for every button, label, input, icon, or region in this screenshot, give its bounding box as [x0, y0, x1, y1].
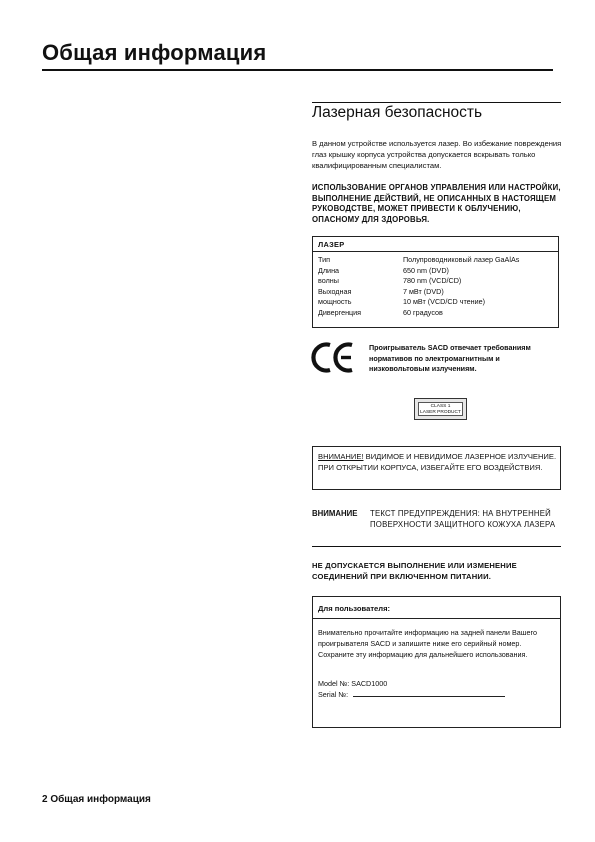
page-title: Общая информация: [42, 40, 267, 65]
laser-spec-key: мощность: [318, 297, 352, 306]
laser-spec-key: волны: [318, 276, 339, 285]
laser-spec-row: [318, 287, 558, 297]
laser-spec-key: Дивергенция: [318, 308, 362, 317]
section-rule: [312, 102, 561, 103]
page-footer: 2 Общая информация: [42, 794, 151, 805]
radiation-warning-label: ВНИМАНИЕ!: [318, 452, 364, 461]
laser-box-separator: [313, 251, 558, 252]
user-box-separator: [313, 618, 560, 619]
laser-warning-caps: ИСПОЛЬЗОВАНИЕ ОРГАНОВ УПРАВЛЕНИЯ ИЛИ НАСТРОЙКИ, ВЫПОЛНЕНИЕ ДЕЙСТВИЙ, НЕ ОПИСАННЫХ В НАСТОЯЩЕМ РУКОВОДСТВЕ, МОЖЕТ ПРИВЕСТИ К ОБЛУЧЕНИЮ, ОПАСНОМУ ДЛЯ ЗДОРОВЬЯ.: [312, 183, 561, 225]
class-label-line1: CLASS 1: [430, 404, 451, 409]
model-number: Model №: SACD1000: [318, 679, 388, 688]
laser-spec-row: [318, 297, 558, 307]
class1-laser-label: [414, 398, 467, 420]
section-divider: [312, 546, 561, 547]
laser-spec-value: 650 nm (DVD): [403, 266, 449, 275]
laser-spec-box: [312, 236, 559, 328]
laser-spec-key: Тип: [318, 255, 330, 264]
serial-number-line: [353, 690, 505, 697]
user-box-heading: Для пользователя:: [318, 604, 391, 613]
laser-spec-value: 60 градусов: [403, 308, 443, 317]
radiation-warning-body: ВИДИМОЕ И НЕВИДИМОЕ ЛАЗЕРНОЕ ИЗЛУЧЕНИЕ. ПРИ ОТКРЫТИИ КОРПУСА, ИЗБЕГАЙТЕ ЕГО ВОЗДЕЙСТВИЯ.: [318, 452, 557, 472]
laser-spec-row: [318, 308, 558, 318]
laser-spec-value: 7 мВт (DVD): [403, 287, 444, 296]
radiation-warning-text: [318, 451, 558, 473]
user-box-body: Внимательно прочитайте информацию на задней панели Вашего проигрывателя SACD и запишите ниже его серийный номер. Сохраните эту информацию для дальнейшего использования.: [318, 628, 537, 659]
class1-laser-label-inner: [418, 402, 463, 416]
laser-spec-value: 780 nm (VCD/CD): [403, 276, 462, 285]
laser-spec-row: [318, 255, 558, 265]
serial-number-label: Serial №:: [318, 690, 349, 699]
section-title: Лазерная безопасность: [312, 104, 483, 121]
laser-box-heading: ЛАЗЕР: [318, 240, 345, 249]
laser-spec-value: Полупроводниковый лазер GaAlAs: [403, 255, 520, 264]
title-rule: [42, 69, 553, 71]
laser-spec-key: Длина: [318, 266, 340, 275]
ce-compliance-text: Проигрыватель SACD отвечает требованиям нормативов по электромагнитным и низковольтовым излучениям.: [369, 343, 531, 374]
laser-spec-key: Выходная: [318, 287, 352, 296]
serial-number-row: [318, 690, 505, 699]
no-modification-warning: НЕ ДОПУСКАЕТСЯ ВЫПОЛНЕНИЕ ИЛИ ИЗМЕНЕНИЕ СОЕДИНЕНИЙ ПРИ ВКЛЮЧЕННОМ ПИТАНИИ.: [312, 561, 517, 581]
laser-spec-row: [318, 266, 558, 276]
laser-intro: В данном устройстве используется лазер. Во избежание повреждения глаз крышку корпуса устройства допускается вскрывать только квалифицированным специалистам.: [312, 139, 562, 170]
ce-mark-icon: [311, 341, 355, 374]
radiation-warning-box: [312, 446, 561, 490]
caution-text: ТЕКСТ ПРЕДУПРЕЖДЕНИЯ: НА ВНУТРЕННЕЙ ПОВЕРХНОСТИ ЗАЩИТНОГО КОЖУХА ЛАЗЕРА: [370, 509, 556, 529]
class-label-line2: LASER PRODUCT: [420, 410, 461, 415]
laser-spec-value: 10 мВт (VCD/CD чтение): [403, 297, 486, 306]
user-info-box: [312, 596, 561, 728]
caution-label: ВНИМАНИЕ: [312, 509, 358, 518]
laser-spec-row: [318, 276, 558, 286]
